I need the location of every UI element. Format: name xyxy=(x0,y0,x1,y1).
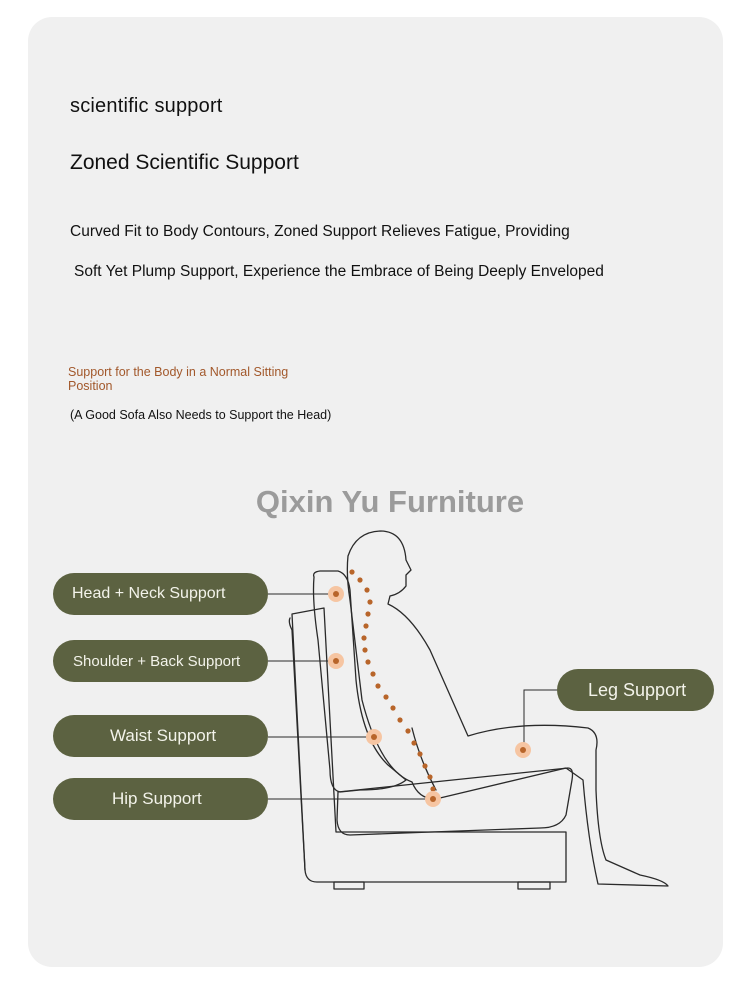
sofa-foot-right xyxy=(518,882,550,889)
posture-note: (A Good Sofa Also Needs to Support the Head) xyxy=(70,408,332,422)
section-heading: Zoned Scientific Support xyxy=(70,151,299,174)
sofa-foot-left xyxy=(334,882,364,889)
label-shoulder-back-support: Shoulder + Back Support xyxy=(53,640,268,682)
label-waist-support: Waist Support xyxy=(53,715,268,757)
sofa-frame-line xyxy=(289,618,305,870)
brand-watermark: Qixin Yu Furniture xyxy=(255,484,525,519)
leader-leg xyxy=(524,690,557,749)
label-hip-support: Hip Support xyxy=(53,778,268,820)
description-line-2: Soft Yet Plump Support, Experience the Embrace of Being Deeply Enveloped xyxy=(74,263,604,280)
label-head-neck-support: Head + Neck Support xyxy=(53,573,268,615)
person-arm-line xyxy=(412,728,436,790)
seat-cushion xyxy=(337,768,573,835)
description-line-1: Curved Fit to Body Contours, Zoned Support Relieves Fatigue, Providing xyxy=(70,223,570,240)
posture-title: Support for the Body in a Normal Sitting Position xyxy=(68,365,289,393)
section-eyebrow: scientific support xyxy=(70,95,223,117)
spine-dots xyxy=(349,569,435,791)
label-leg-support: Leg Support xyxy=(557,669,714,711)
